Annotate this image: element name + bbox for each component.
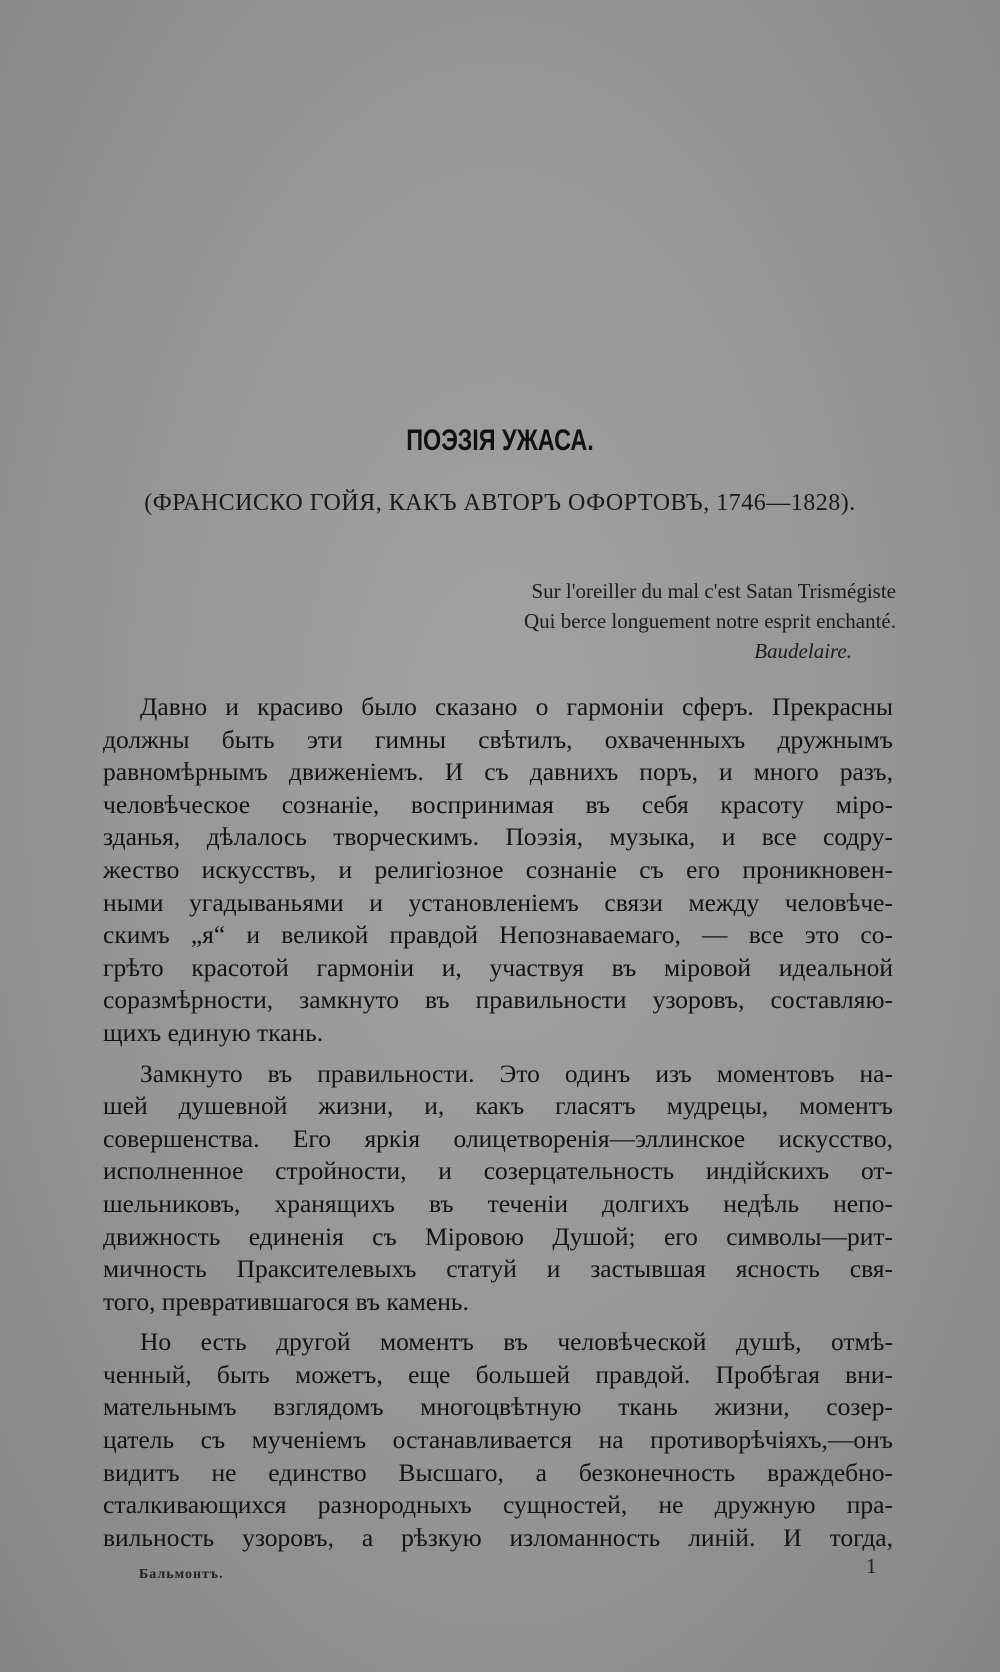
text-line: совершенства. Его яркія олицетворенія—эллинское искусство, [103,1123,893,1153]
body-text [103,691,893,1562]
epigraph-author: Baudelaire. [754,639,852,663]
text-line: соразмѣрности, замкнуто въ правильности узоровъ, составляю- [103,985,893,1015]
text-line: видитъ не единство Высшаго, а безконечность враждебно- [103,1457,893,1487]
text-line: зданья, дѣлалось творческимъ. Поэзія, музыка, и все содру- [103,822,893,852]
text-line: вильность узоровъ, а рѣзкую изломанность линій. И тогда, [103,1522,893,1552]
paragraph [103,691,893,1050]
page-number: 1 [866,1554,877,1578]
text-line: щихъ единую ткань. [103,1017,324,1047]
text-line: Но есть другой моментъ въ человѣческой душѣ, отмѣ- [140,1327,893,1357]
text-line: Замкнуто въ правильности. Это одинъ изъ моментовъ на- [140,1058,893,1088]
paragraph [103,1326,893,1554]
text-line: должны быть эти гимны свѣтилъ, охваченныхъ дружнымъ [103,724,893,754]
page-subtitle: (ФРАНСИСКО ГОЙЯ, КАКЪ АВТОРЪ ОФОРТОВЪ, 1746—1828). [144,490,856,516]
epigraph [376,576,896,666]
text-line: грѣто красотой гармоніи и, участвуя въ міровой идеальной [103,952,893,982]
footer-signature: Бальмонтъ. [139,1567,224,1582]
text-line: исполненное стройности, и созерцательность индійскихъ от- [103,1156,893,1186]
text-line: движность единенія съ Міровою Душой; его символы—рит- [103,1221,893,1251]
text-line: мательнымъ взглядомъ многоцвѣтную ткань жизни, созер- [103,1392,893,1422]
text-line: мичность Праксителевыхъ статуй и застывшая ясность свя- [103,1254,893,1284]
page-title: ПОЭЗІЯ УЖАСА. [406,424,594,457]
text-line: шей душевной жизни, и, какъ гласятъ мудрецы, моментъ [103,1091,893,1121]
text-line: скимъ „я“ и великой правдой Непознаваемаго, — все это со- [103,920,893,950]
epigraph-line: Sur l'oreiller du mal c'est Satan Trismégiste [531,579,896,603]
text-line: того, превратившагося въ камень. [103,1286,469,1316]
text-line: жество искусствъ, и религіозное сознаніе съ его проникновен- [103,854,893,884]
paragraph [103,1058,893,1319]
text-line: цатель съ мученіемъ останавливается на противорѣчіяхъ,—онъ [103,1425,893,1455]
text-line: ченный, быть можетъ, еще большей правдой. Пробѣгая вни- [103,1359,893,1389]
text-line: шельниковъ, хранящихъ въ теченіи долгихъ недѣль непо- [103,1188,893,1218]
epigraph-line: Qui berce longuement notre esprit enchanté. [523,609,896,633]
text-line: сталкивающихся разнородныхъ сущностей, не дружную пра- [103,1490,893,1520]
text-line: Давно и красиво было сказано о гармоніи сферъ. Прекрасны [140,692,893,721]
text-line: ными угадываньями и установленіемъ связи между человѣче- [103,887,893,917]
text-line: человѣческое сознаніе, воспринимая въ себя красоту міро- [103,789,893,819]
text-line: равномѣрнымъ движеніемъ. И съ давнихъ поръ, и много разъ, [103,757,893,787]
